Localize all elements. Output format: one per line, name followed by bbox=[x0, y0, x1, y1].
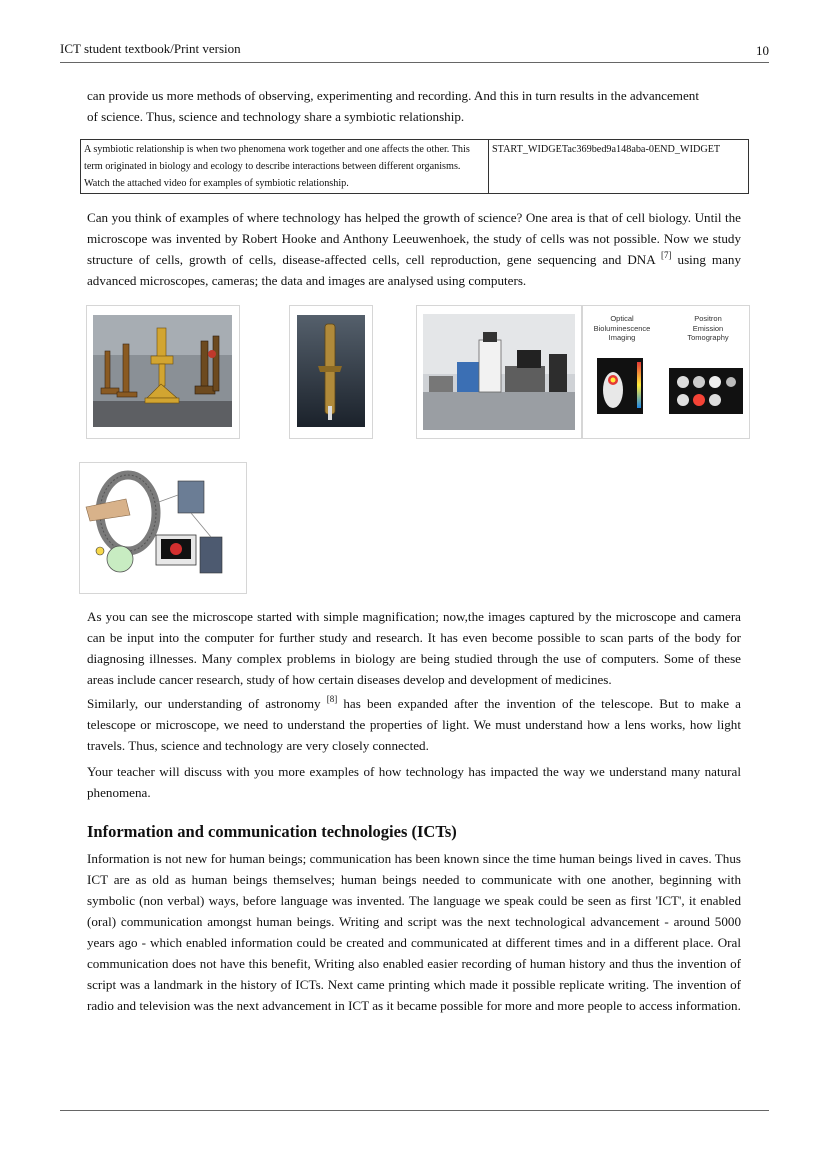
section-heading: Information and communication technologies (ICTs) bbox=[87, 822, 457, 841]
astronomy-paragraph bbox=[87, 693, 741, 756]
pet-scanner-diagram-image bbox=[79, 462, 247, 594]
optical-label-line-2: Bioluminescence bbox=[593, 323, 651, 333]
definition-cell: A symbiotic relationship is when two phenomena work together and one affects the other. This term originated in biology and ecology to describe interactions between different organisms. Watch the attached video for examples of symbiotic relationship. bbox=[81, 140, 489, 194]
microscope-paragraph: As you can see the microscope started with simple magnification; now,the images captured by the microscope and camera can be input into the computer for further study and research. It has even become possible to scan parts of the body for diagnosing illnesses. Many complex problems in biology are being studied through the use of computers. Some of these areas include cancer research, study of how certain diseases develop and development of medicines. bbox=[87, 609, 741, 687]
modern-microscope-image bbox=[416, 305, 582, 439]
intro-line-1: can provide us more methods of observing, experimenting and recording. And this in turn results in the advancement bbox=[87, 88, 699, 103]
definition-table bbox=[80, 139, 749, 194]
cell-biology-paragraph bbox=[87, 207, 741, 291]
reference-8[interactable]: [8] bbox=[326, 694, 338, 704]
book-title: ICT student textbook/Print version bbox=[60, 41, 241, 56]
optical-label-line-1: Optical bbox=[610, 314, 634, 323]
pet-label-line-2: Emission bbox=[692, 323, 724, 333]
hooke-microscope-image bbox=[289, 305, 373, 439]
teacher-paragraph: Your teacher will discuss with you more examples of how technology has impacted the way we understand many natural phenomena. bbox=[87, 764, 741, 800]
page-header bbox=[60, 40, 769, 63]
page-number: 10 bbox=[756, 43, 769, 58]
pet-label-line-1: Positron bbox=[694, 314, 722, 323]
astronomy-text: Similarly, our understanding of astronomy bbox=[87, 696, 327, 711]
widget-cell: START_WIDGETac369bed9a148aba-0END_WIDGET bbox=[489, 140, 749, 194]
cell-biology-text-end: using many advanced microscopes, cameras; the data and images are analysed using computers. bbox=[87, 252, 742, 288]
intro-paragraph bbox=[87, 85, 741, 127]
ict-paragraph: Information is not new for human beings; communication has been known since the time human beings lived in caves. Thus ICT are as old as human beings themselves; human beings needed to communicate with one another, beginning with symbolic (non verbal) ways, before language was invented. The language we speak could be seen as first 'ICT', it enabled (oral) communication amongst human beings. Writing and script was the next technological advancement - around 5000 years ago - which enabled information could be created and communicated at different times and in a different place. Oral communication does not have this benefit, Writing also enabled easier recording of human history and thus the invention of script was a landmark in the history of ICTs. Next came printing which made it possible replicate writing. The invention of radio and television was the next advancement in ICT as it became possible for more and more people to access information. bbox=[87, 851, 741, 1013]
antique-microscopes-image bbox=[86, 305, 240, 439]
intro-line-2: of science. Thus, science and technology share a symbiotic relationship. bbox=[87, 109, 465, 124]
imaging-modalities-image bbox=[582, 305, 750, 439]
optical-label-line-3: Imaging bbox=[608, 333, 636, 342]
pet-label-line-3: Tomography bbox=[687, 333, 729, 342]
reference-7[interactable]: [7] bbox=[661, 250, 672, 260]
footer-rule bbox=[60, 1110, 769, 1111]
cell-biology-text: Can you think of examples of where technology has helped the growth of science? One area is that of cell biology. Until the microscope was invented by Robert Hooke and Anthony Leeuwenhoek, the study of cells was not possible. Now we study structure of cells, growth of cells, disease-affected cells, cell reproduction, gene sequencing and DNA bbox=[87, 210, 741, 267]
astronomy-text-end: has been expanded after the invention of the telescope. But to make a telescope or microscope, we need to understand the properties of light. We must understand how a lens works, how light travels. Thus, science and technology are very closely connected. bbox=[87, 696, 741, 753]
